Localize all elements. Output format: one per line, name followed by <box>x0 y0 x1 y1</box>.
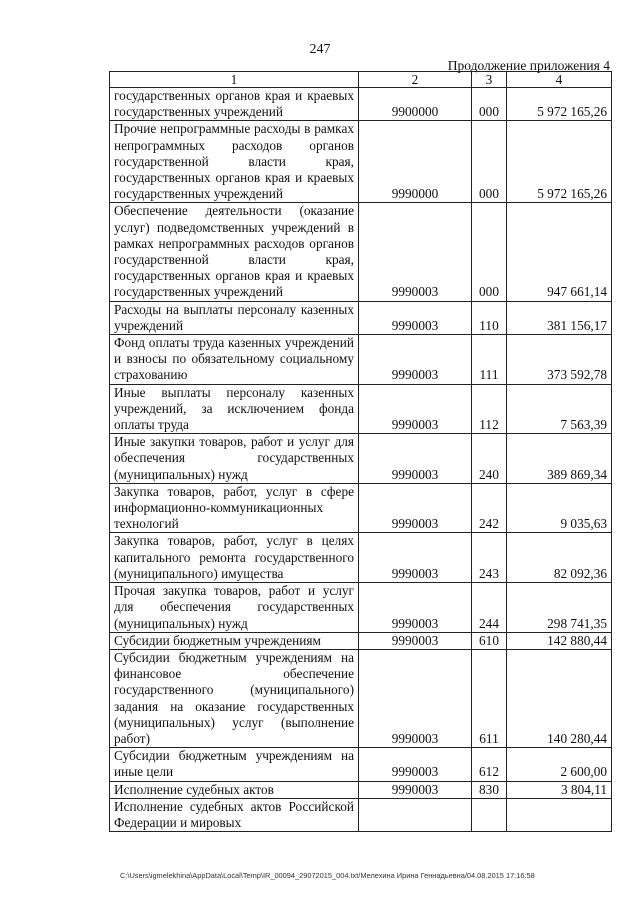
row-vr: 612 <box>472 748 507 781</box>
row-code: 9990003 <box>359 301 472 334</box>
row-vr: 110 <box>472 301 507 334</box>
row-code: 9990003 <box>359 335 472 385</box>
row-name: Субсидии бюджетным учреждениям на иные цели <box>110 748 359 781</box>
row-name: Прочие непрограммные расходы в рамках непрограммных расходов органов государственной власти края, государственных органов края и краевых государственных учреждений <box>110 121 359 203</box>
table-row <box>110 533 612 583</box>
table-row <box>110 203 612 301</box>
header-col-3: 3 <box>472 72 507 88</box>
row-name: Исполнение судебных актов Российской Федерации и мировых <box>110 798 359 831</box>
row-code: 9900000 <box>359 88 472 121</box>
row-name: Субсидии бюджетным учреждениям <box>110 632 359 649</box>
table-row <box>110 434 612 484</box>
row-code: 9990003 <box>359 649 472 747</box>
row-amount <box>507 798 612 831</box>
row-code: 9990003 <box>359 632 472 649</box>
row-vr: 112 <box>472 384 507 434</box>
row-code: 9990003 <box>359 533 472 583</box>
table-row <box>110 748 612 781</box>
row-vr: 111 <box>472 335 507 385</box>
row-amount: 7 563,39 <box>507 384 612 434</box>
row-code: 9990003 <box>359 583 472 633</box>
table-row <box>110 583 612 633</box>
row-name: Закупка товаров, работ, услуг в целях капитального ремонта государственного (муниципального) имущества <box>110 533 359 583</box>
table-row <box>110 121 612 203</box>
row-amount: 9 035,63 <box>507 483 612 533</box>
row-amount: 3 804,11 <box>507 781 612 798</box>
table-row <box>110 335 612 385</box>
row-vr: 611 <box>472 649 507 747</box>
table-row <box>110 483 612 533</box>
table-row <box>110 88 612 121</box>
row-amount: 5 972 165,26 <box>507 88 612 121</box>
table-row <box>110 632 612 649</box>
row-code <box>359 798 472 831</box>
row-amount: 947 661,14 <box>507 203 612 301</box>
table-row <box>110 649 612 747</box>
row-code: 9990003 <box>359 781 472 798</box>
row-vr: 000 <box>472 121 507 203</box>
row-name: государственных органов края и краевых государственных учреждений <box>110 88 359 121</box>
row-amount: 5 972 165,26 <box>507 121 612 203</box>
page-number: 247 <box>309 42 331 57</box>
row-code: 9990003 <box>359 203 472 301</box>
row-vr: 000 <box>472 88 507 121</box>
header-col-4: 4 <box>507 72 612 88</box>
file-path-footer: C:\Users\igmelekhina\AppData\Local\Temp\IR_00094_29072015_004.txt/Мелехина Ирина Геннадьевна/04.08.2015 17:16:58 <box>120 871 535 880</box>
row-name: Расходы на выплаты персоналу казенных учреждений <box>110 301 359 334</box>
row-vr: 830 <box>472 781 507 798</box>
row-vr: 242 <box>472 483 507 533</box>
row-name: Субсидии бюджетным учреждениям на финансовое обеспечение государственного (муниципального) задания на оказание государственных (муниципальных) услуг (выполнение работ) <box>110 649 359 747</box>
row-vr: 243 <box>472 533 507 583</box>
row-vr: 244 <box>472 583 507 633</box>
row-code: 9990003 <box>359 748 472 781</box>
row-vr <box>472 798 507 831</box>
table-row <box>110 781 612 798</box>
row-name: Прочая закупка товаров, работ и услуг для обеспечения государственных (муниципальных) нужд <box>110 583 359 633</box>
row-name: Закупка товаров, работ, услуг в сфере информационно-коммуникационных технологий <box>110 483 359 533</box>
continuation-caption: Продолжение приложения 4 <box>447 58 610 73</box>
table-row <box>110 301 612 334</box>
table-row <box>110 384 612 434</box>
header-col-2: 2 <box>359 72 472 88</box>
row-amount: 389 869,34 <box>507 434 612 484</box>
budget-table <box>109 71 612 832</box>
row-code: 9990003 <box>359 384 472 434</box>
row-amount: 2 600,00 <box>507 748 612 781</box>
row-amount: 82 092,36 <box>507 533 612 583</box>
header-row <box>110 72 612 88</box>
row-name: Иные закупки товаров, работ и услуг для обеспечения государственных (муниципальных) нужд <box>110 434 359 484</box>
row-code: 9990003 <box>359 434 472 484</box>
row-code: 9990000 <box>359 121 472 203</box>
row-vr: 240 <box>472 434 507 484</box>
row-amount: 373 592,78 <box>507 335 612 385</box>
row-name: Иные выплаты персоналу казенных учреждений, за исключением фонда оплаты труда <box>110 384 359 434</box>
row-amount: 298 741,35 <box>507 583 612 633</box>
row-amount: 142 880,44 <box>507 632 612 649</box>
row-vr: 610 <box>472 632 507 649</box>
row-code: 9990003 <box>359 483 472 533</box>
row-amount: 381 156,17 <box>507 301 612 334</box>
row-name: Фонд оплаты труда казенных учреждений и взносы по обязательному социальному страхованию <box>110 335 359 385</box>
row-name: Исполнение судебных актов <box>110 781 359 798</box>
table-row <box>110 798 612 831</box>
row-name: Обеспечение деятельности (оказание услуг) подведомственных учреждений в рамках непрограммных расходов органов государственной власти края, государственных органов края и краевых государственных учреждений <box>110 203 359 301</box>
header-col-1: 1 <box>110 72 359 88</box>
row-amount: 140 280,44 <box>507 649 612 747</box>
row-vr: 000 <box>472 203 507 301</box>
